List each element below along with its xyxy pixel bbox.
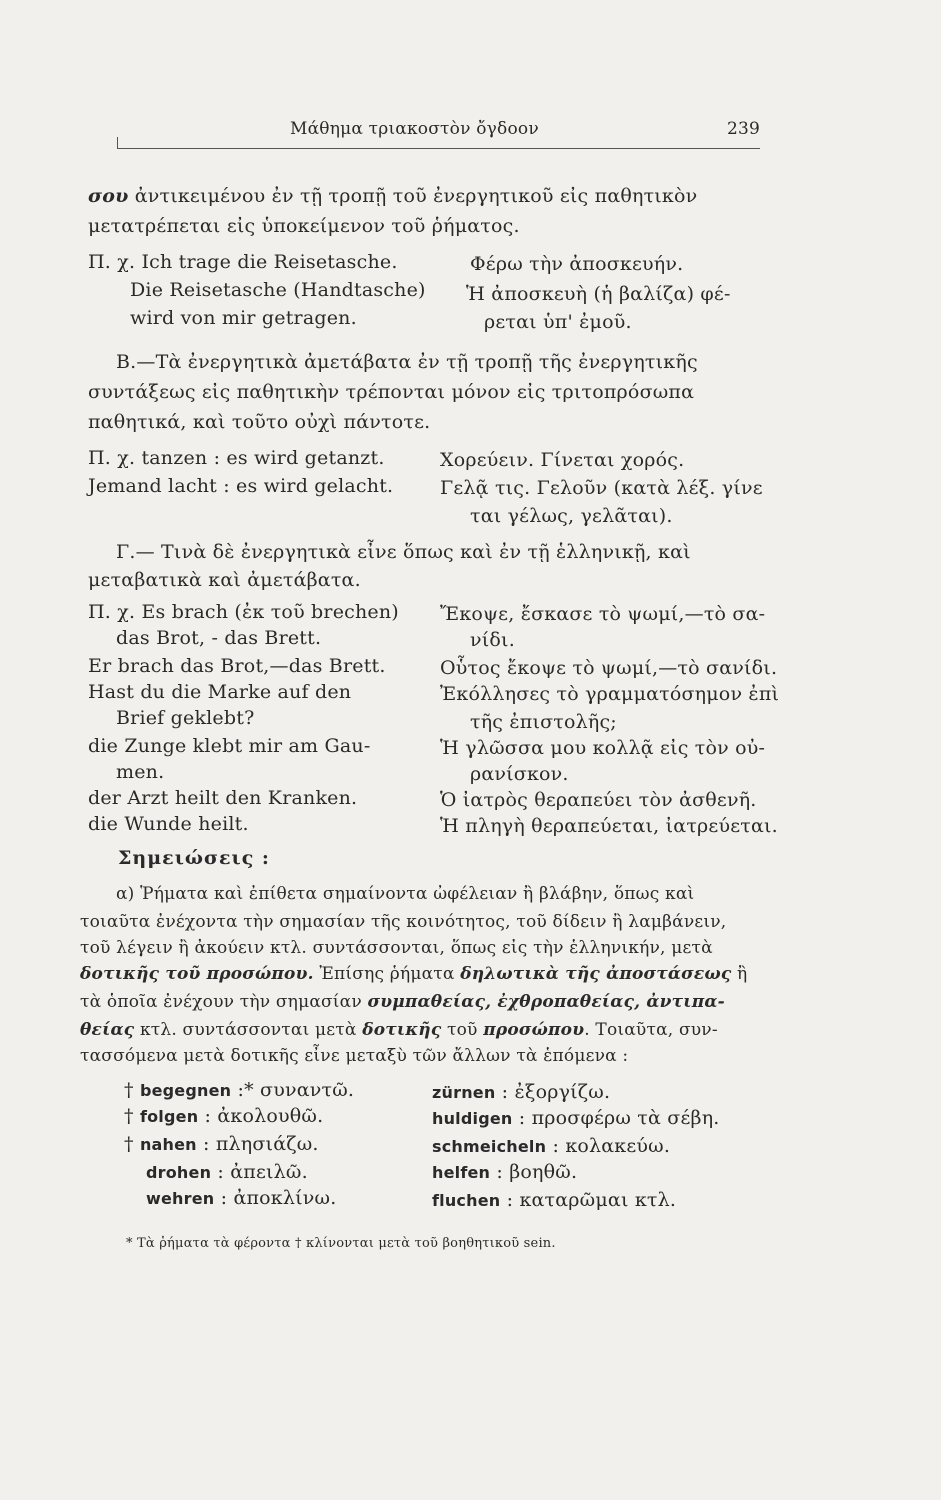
notes-l6-bold1: θείας xyxy=(80,1020,135,1040)
ex3-de-3: Er brach das Brot,—das Brett. xyxy=(88,655,386,677)
header-rule xyxy=(118,148,760,149)
verb-gr: καταρῶμαι κτλ. xyxy=(519,1189,677,1211)
ex3-de-8: der Arzt heilt den Kranken. xyxy=(88,787,358,809)
sectionB-line-1: Β.—Τὰ ἐνεργητικὰ ἀμετάβατα ἐν τῇ τροπῇ τῆς ἐνεργητικῆς xyxy=(116,351,698,373)
verb-left-4 xyxy=(146,1160,308,1185)
verb-gr: συναντῶ. xyxy=(260,1079,355,1101)
verb-gr: κολακεύω. xyxy=(565,1135,671,1157)
verb-sep: : xyxy=(196,1133,216,1155)
notes-line-1: α) Ῥήματα καὶ ἐπίθετα σημαίνοντα ὠφέλειαν ἢ βλάβην, ὅπως καὶ xyxy=(116,884,695,904)
notes-line-7: τασσόμενα μετὰ δοτικῆς εἶνε μεταξὺ τῶν ἄλλων τὰ ἑπόμενα : xyxy=(80,1046,629,1066)
ex3-gr-8: Ὁ ἰατρὸς θεραπεύει τὸν ἀσθενῆ. xyxy=(440,789,757,811)
intro-line-1 xyxy=(88,184,697,208)
sectionC-line-2: μεταβατικὰ καὶ ἀμετάβατα. xyxy=(88,569,361,591)
verb-right-1 xyxy=(432,1080,610,1105)
verb-gr: πλησιάζω. xyxy=(215,1133,319,1155)
ex3-gr-9: Ἡ πληγὴ θεραπεύεται, ἰατρεύεται. xyxy=(440,815,778,837)
page-title: Μάθημα τριακοστὸν ὄγδοον xyxy=(290,119,539,139)
ex2-gr-1: Χορεύειν. Γίνεται χορός. xyxy=(440,449,685,471)
notes-line-4 xyxy=(80,962,747,986)
notes-line-5 xyxy=(80,990,725,1014)
ex1-gr-3: ρεται ὑπ' ἐμοῦ. xyxy=(484,311,632,333)
verb-sep: : xyxy=(546,1135,566,1157)
notes-line-3: τοῦ λέγειν ἢ ἀκούειν κτλ. συντάσσονται, ὅπως εἰς τὴν ἑλληνικήν, μετὰ xyxy=(80,938,713,958)
verb-gr: ἀποκλίνω. xyxy=(233,1187,337,1209)
dagger-mark: † xyxy=(124,1079,134,1101)
verb-sep: : xyxy=(495,1081,515,1103)
verb-de: folgen xyxy=(139,1107,199,1126)
verb-gr: ἀκολουθῶ. xyxy=(217,1105,324,1127)
intro-line-2: μετατρέπεται εἰς ὑποκείμενον τοῦ ῥήματος. xyxy=(88,215,520,237)
verb-de: schmeicheln xyxy=(432,1137,547,1156)
notes-l4-end: ἢ xyxy=(731,964,748,984)
verb-sep: :* xyxy=(231,1079,261,1101)
page-number: 239 xyxy=(727,119,761,139)
ex2-de-1: Π. χ. tanzen : es wird getanzt. xyxy=(88,447,385,469)
verb-sep: : xyxy=(198,1105,218,1127)
notes-l4-bold1: δοτικῆς τοῦ προσώπου. xyxy=(80,964,314,984)
ex1-de-2: Die Reisetasche (Handtasche) xyxy=(130,279,426,301)
notes-l5-text: τὰ ὁποῖα ἐνέχουν τὴν σημασίαν xyxy=(80,992,368,1012)
ex2-gr-3: ται γέλως, γελᾶται). xyxy=(470,505,673,527)
verb-sep: : xyxy=(211,1161,231,1183)
verb-de: drohen xyxy=(146,1163,212,1182)
verb-left-3 xyxy=(124,1132,319,1157)
verb-left-1 xyxy=(124,1078,354,1103)
ex3-gr-5: τῆς ἐπιστολῆς; xyxy=(470,711,617,733)
ex3-de-5: Brief geklebt? xyxy=(116,707,255,729)
notes-line-6 xyxy=(80,1018,718,1042)
verb-de: helfen xyxy=(432,1163,491,1182)
ex3-de-7: men. xyxy=(116,761,165,783)
verb-de: wehren xyxy=(146,1189,215,1208)
notes-l6-bold2: δοτικῆς xyxy=(362,1020,442,1040)
ex3-de-2: das Brot, - das Brett. xyxy=(116,627,322,649)
notes-heading: Σημειώσεις : xyxy=(118,847,270,869)
sectionC-line-1: Γ.— Τινὰ δὲ ἐνεργητικὰ εἶνε ὅπως καὶ ἐν τῇ ἑλληνικῇ, καὶ xyxy=(116,541,691,563)
ex3-de-4: Hast du die Marke auf den xyxy=(88,681,352,703)
ex3-de-1: Π. χ. Es brach (ἐκ τοῦ brechen) xyxy=(88,601,399,623)
dagger-mark: † xyxy=(124,1133,134,1155)
verb-de: fluchen xyxy=(432,1191,501,1210)
ex3-de-9: die Wunde heilt. xyxy=(88,813,249,835)
verb-de: zürnen xyxy=(432,1083,496,1102)
ex1-gr-1: Φέρω τὴν ἀποσκευήν. xyxy=(470,253,684,275)
sectionB-line-2: συντάξεως εἰς παθητικὴν τρέπονται μόνον εἰς τριτοπρόσωπα xyxy=(88,381,695,403)
verb-sep: : xyxy=(214,1187,234,1209)
verb-de: nahen xyxy=(139,1135,197,1154)
ex2-gr-2: Γελᾷ τις. Γελοῦν (κατὰ λέξ. γίνε xyxy=(440,477,763,499)
verb-sep: : xyxy=(490,1161,510,1183)
verb-de: begegnen xyxy=(139,1081,232,1100)
verb-right-4 xyxy=(432,1160,577,1185)
notes-l6-text1: κτλ. συντάσσονται μετὰ xyxy=(134,1020,363,1040)
ex1-de-1: Π. χ. Ich trage die Reisetasche. xyxy=(88,251,398,273)
ex2-de-2: Jemand lacht : es wird gelacht. xyxy=(88,475,394,497)
notes-l6-text2: τοῦ xyxy=(441,1020,484,1040)
verb-right-3 xyxy=(432,1134,670,1159)
notes-l5-bold: συμπαθείας, ἐχθροπαθείας, ἀντιπα- xyxy=(367,992,725,1012)
verb-left-5 xyxy=(146,1186,336,1211)
notes-l6-text3: . Τοιαῦτα, συν- xyxy=(584,1020,718,1040)
ex3-de-6: die Zunge klebt mir am Gau- xyxy=(88,735,371,757)
intro-lead: σου xyxy=(88,185,129,207)
ex3-gr-6: Ἡ γλῶσσα μου κολλᾷ εἰς τὸν οὐ- xyxy=(440,737,766,759)
notes-l4-bold2: δηλωτικὰ τῆς ἀποστάσεως xyxy=(460,964,732,984)
ex3-gr-4: Ἐκόλλησες τὸ γραμματόσημον ἐπὶ xyxy=(440,683,780,705)
verb-sep: : xyxy=(512,1107,532,1129)
verb-gr: προσφέρω τὰ σέβη. xyxy=(531,1107,720,1129)
verb-gr: βοηθῶ. xyxy=(509,1161,578,1183)
sectionB-line-3: παθητικά, καὶ τοῦτο οὐχὶ πάντοτε. xyxy=(88,411,431,433)
verb-sep: : xyxy=(500,1189,520,1211)
verb-gr: ἐξοργίζω. xyxy=(514,1081,611,1103)
verb-de: huldigen xyxy=(432,1109,513,1128)
notes-l4-text: Ἐπίσης ῥήματα xyxy=(313,964,461,984)
ex3-gr-3: Οὗτος ἔκοψε τὸ ψωμί,—τὸ σανίδι. xyxy=(440,657,778,679)
ex3-gr-1: Ἔκοψε, ἔσκασε τὸ ψωμί,—τὸ σα- xyxy=(440,603,766,625)
ex3-gr-7: ρανίσκον. xyxy=(470,763,569,785)
verb-right-5 xyxy=(432,1188,676,1213)
verb-gr: ἀπειλῶ. xyxy=(230,1161,308,1183)
ex1-de-3: wird von mir getragen. xyxy=(130,307,357,329)
ex1-gr-2: Ἡ ἀποσκευὴ (ἡ βαλίζα) φέ- xyxy=(466,283,731,305)
notes-l6-bold3: προσώπου xyxy=(483,1020,585,1040)
intro-line-1-rest: ἀντικειμένου ἐν τῇ τροπῇ τοῦ ἐνεργητικοῦ εἰς παθητικὸν xyxy=(134,185,698,207)
verb-right-2 xyxy=(432,1106,720,1131)
ex3-gr-2: νίδι. xyxy=(470,629,515,651)
footnote: * Τὰ ῥήματα τὰ φέροντα † κλίνονται μετὰ τοῦ βοηθητικοῦ sein. xyxy=(126,1236,556,1251)
dagger-mark: † xyxy=(124,1105,134,1127)
verb-left-2 xyxy=(124,1104,323,1129)
notes-line-2: τοιαῦτα ἐνέχοντα τὴν σημασίαν τῆς κοινότητος, τοῦ δίδειν ἢ λαμβάνειν, xyxy=(80,912,727,932)
